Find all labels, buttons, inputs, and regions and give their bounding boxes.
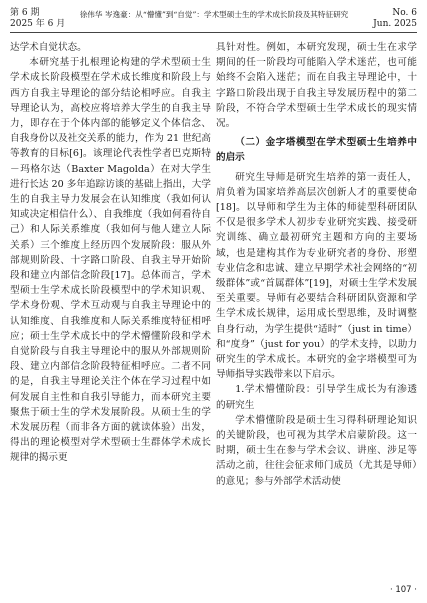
paragraph: 具针对性。例如，本研究发现，硕士生在求学期间的任一阶段均可能陷入学术迷茫，也可能始终不会陷入迷茫；而在自我主导理论中，十字路口阶段出现于自我主导发展历程中的第二阶段，不符合学术型硕士生学术成长的现实情况。 bbox=[216, 42, 417, 130]
paragraph: 研究生导师是研究生培养的第一责任人，肩负着为国家培养高层次创新人才的重要使命[18]。以导师和学生为主体的师徒型科研团队不仅是很多学术人初步专业研究实践、接受研究训练、确立最初研究主题和方向的主要场域，也是建构其作为专业研究者的身份、形塑专业信念和忠诚、建立早期学术社会网络的“初级群体”或“首属群体”[19]，对硕士生学术发展至关重要。导师有必要结合科研团队资源和学生学术成长规律，运用成长型思维，及时调整自身行动，为学生提供“适时”（just in time）和“度身”（just for you）的学术支持，以助力研究生的学术成长。本研究的金字塔模型可为导师指导实践带来以下启示。 bbox=[216, 171, 417, 381]
running-title: 徐伟华 岑逸豪：从“懵懂”到“自觉”：学术型硕士生的学术成长阶段及其特征研究 bbox=[79, 10, 349, 19]
left-column bbox=[10, 40, 211, 466]
issue-info-left bbox=[10, 8, 65, 30]
issue-date-en: Jun. 2025 bbox=[373, 19, 417, 29]
page-number: · 107 · bbox=[389, 585, 417, 595]
header-divider bbox=[10, 32, 417, 33]
paragraph: 达学术自觉状态。 bbox=[10, 42, 87, 53]
paragraph: 学术懵懂阶段是硕士生习得科研理论知识的关键阶段，也可视为其学术启蒙阶段。这一时期，硕士生在参与学术会议、讲座、涉足等活动之前，往往会征求师门成员（尤其是导师）的意见；参与外部学术活动使 bbox=[216, 414, 417, 487]
page-header bbox=[0, 0, 427, 34]
right-column bbox=[216, 40, 417, 489]
section-heading: （二）金字塔模型在学术型硕士生培养中的启示 bbox=[216, 137, 417, 164]
subsection-heading: 1.学术懵懂阶段：引导学生成长为有渗透的研究生 bbox=[216, 384, 417, 411]
issue-date: 2025 年 6 月 bbox=[10, 19, 66, 29]
issue-number: 第 6 期 bbox=[10, 8, 40, 18]
issue-info-right bbox=[373, 8, 417, 30]
issue-number-en: No. 6 bbox=[392, 8, 417, 18]
paragraph: 本研究基于扎根理论构建的学术型硕士生学术成长阶段模型在学术成长维度和阶段上与西方自我主导理论的部分结论相呼应。自我主导理论认为，高校应将培养大学生的自我主导力，即存在于个体内部的能够定义个体信念、自我身份以及社交关系的能力，作为 21 世纪高等教育的目标[6]。该理论代表性学者巴克斯特－玛格尔达（Baxter Magolda）在对大学生进行长达 20 多年追踪访谈的基础上指出，大学生的自我主导力发展会在认知维度（我如何认知或决定相信什么）、自我维度（我如何看待自己）和人际关系维度（我如何与他人建立人际关系）三个维度上经历四个发展阶段：服从外部规则阶段、十字路口阶段、自我主导开始阶段和建立内部信念阶段[17]。总体而言，学术型硕士生学术成长阶段模型中的学术知识观、学术身份观、学术互动观与自我主导理论中的认知维度、自我维度和人际关系维度特征相呼应；硕士生学术成长中的学术懵懂阶段和学术自觉阶段与自我主导理论中的服从外部规则阶段、建立内部信念阶段特征相呼应。二者不同的是，自我主导理论关注个体在学习过程中如何发展自主性和自我引导能力，而本研究主要聚焦于硕士生的学术发展阶段。从硕士生的学术发展历程（而非各方面的就读体验）出发，得出的理论模型对学术型硕士生群体学术成长规律的揭示更 bbox=[10, 57, 211, 464]
